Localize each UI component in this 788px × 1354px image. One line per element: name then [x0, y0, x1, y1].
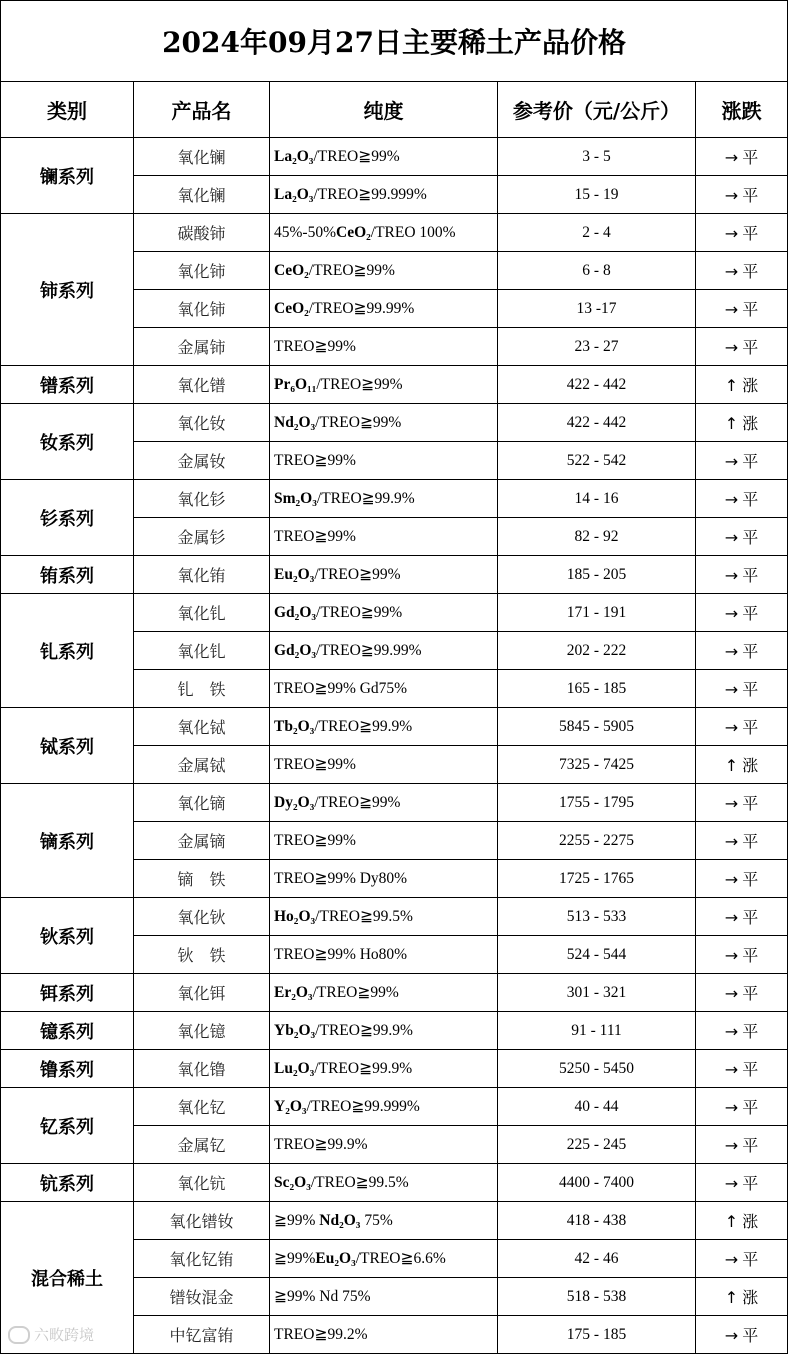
change-cell — [696, 556, 788, 594]
product-cell: 氧化钪 — [134, 1164, 270, 1202]
change-label: 平 — [742, 604, 759, 623]
change-cell — [696, 404, 788, 442]
product-cell: 氧化镨 — [134, 366, 270, 404]
arrow-up-icon: ↑ — [724, 376, 739, 395]
change-label: 涨 — [742, 414, 759, 433]
purity-spec: /TREO≧99.99% — [308, 300, 415, 317]
change-cell — [696, 974, 788, 1012]
product-cell: 金属铈 — [134, 328, 270, 366]
change-cell — [696, 1240, 788, 1278]
product-cell: 氧化铈 — [134, 252, 270, 290]
price-cell: 5845 - 5905 — [498, 708, 696, 746]
change-cell — [696, 176, 788, 214]
arrow-up-icon: ↑ — [724, 1288, 739, 1307]
change-cell — [696, 442, 788, 480]
price-cell: 3 - 5 — [498, 138, 696, 176]
change-label: 平 — [742, 984, 759, 1003]
arrow-up-icon: ↑ — [724, 414, 739, 433]
table-title: 2024年09月27日主要稀土产品价格 — [1, 1, 788, 82]
purity-formula: Nd₂O₃ — [274, 414, 316, 431]
purity-spec: /TREO≧6.6% — [355, 1250, 446, 1267]
product-cell: 金属镝 — [134, 822, 270, 860]
purity-cell — [270, 632, 498, 670]
category-cell: 铈系列 — [1, 214, 134, 366]
change-label: 平 — [742, 718, 759, 737]
product-cell: 氧化镥 — [134, 1050, 270, 1088]
category-cell: 铕系列 — [1, 556, 134, 594]
purity-spec: /TREO≧99.9% — [316, 490, 415, 507]
change-label: 平 — [742, 680, 759, 699]
change-cell — [696, 784, 788, 822]
price-cell: 6 - 8 — [498, 252, 696, 290]
table-row — [1, 898, 788, 936]
change-cell — [696, 328, 788, 366]
purity-cell — [270, 898, 498, 936]
table-row — [1, 1202, 788, 1240]
change-label: 平 — [742, 566, 759, 585]
change-cell — [696, 1202, 788, 1240]
purity-formula: CeO₂ — [274, 300, 309, 317]
purity-formula: Tb₂O₃ — [274, 718, 315, 735]
price-cell: 1755 - 1795 — [498, 784, 696, 822]
change-label: 平 — [742, 832, 759, 851]
table-row — [1, 138, 788, 176]
purity-spec: TREO≧99% — [274, 338, 356, 355]
purity-cell — [270, 480, 498, 518]
header-product: 产品名 — [134, 82, 270, 138]
price-cell: 513 - 533 — [498, 898, 696, 936]
product-cell: 氧化镨钕 — [134, 1202, 270, 1240]
purity-spec: /TREO≧99.9% — [315, 1022, 413, 1039]
header-change: 涨跌 — [696, 82, 788, 138]
price-cell: 14 - 16 — [498, 480, 696, 518]
change-cell — [696, 708, 788, 746]
product-cell: 氧化镧 — [134, 176, 270, 214]
table-row — [1, 1164, 788, 1202]
purity-formula: Gd₂O₃ — [274, 604, 317, 621]
price-cell: 165 - 185 — [498, 670, 696, 708]
purity-cell — [270, 328, 498, 366]
purity-formula: Gd₂O₃ — [274, 642, 317, 659]
table-row — [1, 1088, 788, 1126]
change-cell — [696, 936, 788, 974]
change-label: 涨 — [742, 376, 759, 395]
purity-formula: Sm₂O₃ — [274, 490, 317, 507]
price-cell: 1725 - 1765 — [498, 860, 696, 898]
change-cell — [696, 214, 788, 252]
purity-spec: /TREO≧99.9% — [314, 1060, 413, 1077]
purity-cell — [270, 784, 498, 822]
change-label: 平 — [742, 794, 759, 813]
product-cell: 镨钕混金 — [134, 1278, 270, 1316]
arrow-right-icon: → — [724, 148, 739, 167]
purity-formula: CeO₂ — [336, 223, 371, 241]
purity-prefix: ≧99% — [274, 1212, 320, 1229]
category-cell: 镨系列 — [1, 366, 134, 404]
purity-formula: Eu₂O₃ — [315, 1250, 356, 1267]
product-cell: 氧化钆 — [134, 594, 270, 632]
change-cell — [696, 1126, 788, 1164]
arrow-right-icon: → — [724, 300, 739, 319]
product-cell: 氧化钬 — [134, 898, 270, 936]
purity-cell — [270, 1240, 498, 1278]
product-cell: 氧化铒 — [134, 974, 270, 1012]
change-label: 平 — [742, 490, 759, 509]
change-cell — [696, 480, 788, 518]
product-cell: 碳酸铈 — [134, 214, 270, 252]
product-cell: 氧化镧 — [134, 138, 270, 176]
arrow-right-icon: → — [724, 338, 739, 357]
arrow-right-icon: → — [724, 794, 739, 813]
change-label: 平 — [742, 224, 759, 243]
purity-spec: TREO≧99% — [274, 452, 356, 469]
table-row — [1, 1012, 788, 1050]
arrow-right-icon: → — [724, 1174, 739, 1193]
change-label: 平 — [742, 870, 759, 889]
table-body — [1, 138, 788, 1354]
price-cell: 2255 - 2275 — [498, 822, 696, 860]
price-cell: 40 - 44 — [498, 1088, 696, 1126]
purity-spec: /TREO≧99% — [314, 794, 401, 811]
product-cell: 金属钇 — [134, 1126, 270, 1164]
purity-formula: Y₂O₃ — [274, 1098, 307, 1115]
watermark — [8, 1324, 94, 1345]
price-cell: 225 - 245 — [498, 1126, 696, 1164]
table-row — [1, 366, 788, 404]
arrow-right-icon: → — [724, 1022, 739, 1041]
purity-cell — [270, 214, 498, 252]
table-row — [1, 1050, 788, 1088]
table-row — [1, 708, 788, 746]
change-label: 平 — [742, 946, 759, 965]
purity-spec: /TREO≧99.999% — [313, 186, 427, 203]
purity-prefix: ≧99% — [274, 1250, 316, 1267]
change-cell — [696, 252, 788, 290]
price-cell: 7325 - 7425 — [498, 746, 696, 784]
category-cell: 钆系列 — [1, 594, 134, 708]
purity-formula: Lu₂O₃ — [274, 1060, 315, 1077]
purity-spec: /TREO≧99% — [315, 414, 402, 431]
arrow-right-icon: → — [724, 1326, 739, 1345]
watermark-text: 六畋跨境 — [34, 1326, 95, 1344]
category-cell: 混合稀土 — [1, 1202, 134, 1354]
change-cell — [696, 1012, 788, 1050]
price-cell: 15 - 19 — [498, 176, 696, 214]
purity-formula: CeO₂ — [274, 262, 309, 279]
category-cell: 镱系列 — [1, 1012, 134, 1050]
purity-spec: TREO≧99% Ho80% — [274, 946, 408, 963]
purity-cell — [270, 1278, 498, 1316]
purity-cell — [270, 518, 498, 556]
table-row — [1, 974, 788, 1012]
change-cell — [696, 594, 788, 632]
change-cell — [696, 632, 788, 670]
purity-spec: /TREO≧99.5% — [310, 1174, 409, 1191]
price-cell: 2 - 4 — [498, 214, 696, 252]
purity-cell — [270, 860, 498, 898]
arrow-right-icon: → — [724, 1060, 739, 1079]
arrow-right-icon: → — [724, 262, 739, 281]
purity-prefix: 45%-50% — [274, 223, 336, 241]
purity-spec: /TREO≧99.99% — [316, 642, 422, 659]
change-label: 平 — [742, 262, 759, 281]
category-cell: 镧系列 — [1, 138, 134, 214]
category-cell: 钪系列 — [1, 1164, 134, 1202]
table-row — [1, 214, 788, 252]
header-category: 类别 — [1, 82, 134, 138]
product-cell: 金属钕 — [134, 442, 270, 480]
price-cell: 518 - 538 — [498, 1278, 696, 1316]
price-cell: 4400 - 7400 — [498, 1164, 696, 1202]
purity-spec: /TREO≧99.5% — [315, 908, 413, 925]
arrow-right-icon: → — [724, 680, 739, 699]
change-cell — [696, 746, 788, 784]
change-label: 平 — [742, 1174, 759, 1193]
change-label: 平 — [742, 1098, 759, 1117]
purity-formula: Pr₆O₁₁ — [274, 376, 317, 393]
purity-cell — [270, 1126, 498, 1164]
purity-spec: TREO≧99.2% — [274, 1326, 368, 1343]
watermark-logo-icon — [8, 1326, 30, 1344]
price-cell: 82 - 92 — [498, 518, 696, 556]
category-cell: 钇系列 — [1, 1088, 134, 1164]
arrow-right-icon: → — [724, 642, 739, 661]
purity-cell — [270, 594, 498, 632]
change-cell — [696, 290, 788, 328]
purity-spec: TREO≧99% — [274, 528, 356, 545]
purity-formula: La₂O₃ — [274, 186, 314, 203]
table-row — [1, 784, 788, 822]
purity-formula: Nd₂O₃ — [319, 1212, 361, 1229]
change-cell — [696, 1050, 788, 1088]
purity-cell — [270, 404, 498, 442]
arrow-right-icon: → — [724, 984, 739, 1003]
change-label: 平 — [742, 338, 759, 357]
arrow-right-icon: → — [724, 718, 739, 737]
purity-spec: TREO≧99% Gd75% — [274, 680, 408, 697]
price-cell: 42 - 46 — [498, 1240, 696, 1278]
arrow-right-icon: → — [724, 908, 739, 927]
purity-spec: /TREO≧99.9% — [314, 718, 413, 735]
change-cell — [696, 898, 788, 936]
product-cell: 氧化镝 — [134, 784, 270, 822]
price-cell: 301 - 321 — [498, 974, 696, 1012]
product-cell: 氧化铽 — [134, 708, 270, 746]
change-label: 平 — [742, 528, 759, 547]
product-cell: 氧化铈 — [134, 290, 270, 328]
purity-formula: Yb₂O₃ — [274, 1022, 316, 1039]
table-row — [1, 556, 788, 594]
change-cell — [696, 1278, 788, 1316]
purity-spec: /TREO≧99% — [316, 604, 403, 621]
purity-formula: La₂O₃ — [274, 148, 314, 165]
purity-spec: /TREO≧99% — [308, 262, 395, 279]
arrow-right-icon: → — [724, 528, 739, 547]
arrow-right-icon: → — [724, 832, 739, 851]
purity-cell — [270, 1012, 498, 1050]
purity-cell — [270, 1316, 498, 1354]
purity-cell — [270, 556, 498, 594]
purity-cell — [270, 746, 498, 784]
product-cell: 金属钐 — [134, 518, 270, 556]
product-cell: 金属铽 — [134, 746, 270, 784]
change-cell — [696, 138, 788, 176]
price-cell: 522 - 542 — [498, 442, 696, 480]
price-cell: 23 - 27 — [498, 328, 696, 366]
category-cell: 镥系列 — [1, 1050, 134, 1088]
category-cell: 铽系列 — [1, 708, 134, 784]
purity-cell — [270, 822, 498, 860]
purity-spec: /TREO 100% — [370, 223, 456, 241]
purity-cell — [270, 936, 498, 974]
purity-cell — [270, 290, 498, 328]
change-label: 平 — [742, 300, 759, 319]
change-label: 平 — [742, 642, 759, 661]
product-cell: 氧化钆 — [134, 632, 270, 670]
purity-formula: Ho₂O₃ — [274, 908, 316, 925]
change-cell — [696, 822, 788, 860]
price-cell: 175 - 185 — [498, 1316, 696, 1354]
change-label: 平 — [742, 148, 759, 167]
price-cell: 5250 - 5450 — [498, 1050, 696, 1088]
purity-spec: /TREO≧99% — [312, 984, 399, 1001]
change-label: 平 — [742, 1022, 759, 1041]
change-label: 涨 — [742, 756, 759, 775]
arrow-right-icon: → — [724, 604, 739, 623]
header-price: 参考价（元/公斤） — [498, 82, 696, 138]
price-cell: 422 - 442 — [498, 404, 696, 442]
arrow-up-icon: ↑ — [724, 1212, 739, 1231]
arrow-right-icon: → — [724, 490, 739, 509]
table-row — [1, 404, 788, 442]
price-cell: 202 - 222 — [498, 632, 696, 670]
purity-cell — [270, 708, 498, 746]
change-cell — [696, 1164, 788, 1202]
purity-cell — [270, 252, 498, 290]
purity-spec: /TREO≧99% — [313, 148, 400, 165]
change-label: 涨 — [742, 1288, 759, 1307]
change-label: 平 — [742, 1250, 759, 1269]
purity-cell — [270, 974, 498, 1012]
product-cell: 氧化钕 — [134, 404, 270, 442]
purity-cell — [270, 1050, 498, 1088]
purity-cell — [270, 1202, 498, 1240]
change-label: 平 — [742, 452, 759, 471]
arrow-right-icon: → — [724, 1250, 739, 1269]
purity-spec: TREO≧99% — [274, 832, 356, 849]
purity-formula: Dy₂O₃ — [274, 794, 315, 811]
purity-spec: /TREO≧99% — [316, 376, 403, 393]
change-label: 平 — [742, 186, 759, 205]
change-cell — [696, 860, 788, 898]
arrow-right-icon: → — [724, 452, 739, 471]
purity-formula: Er₂O₃ — [274, 984, 313, 1001]
purity-spec: TREO≧99.9% — [274, 1136, 368, 1153]
arrow-right-icon: → — [724, 566, 739, 585]
purity-formula: Sc₂O₃ — [274, 1174, 311, 1191]
purity-formula: Eu₂O₃ — [274, 566, 315, 583]
purity-spec: TREO≧99% Dy80% — [274, 870, 408, 887]
price-cell: 422 - 442 — [498, 366, 696, 404]
arrow-right-icon: → — [724, 870, 739, 889]
change-cell — [696, 1316, 788, 1354]
purity-spec: /TREO≧99.999% — [306, 1098, 420, 1115]
change-cell — [696, 670, 788, 708]
product-cell: 氧化钇铕 — [134, 1240, 270, 1278]
product-cell: 氧化钇 — [134, 1088, 270, 1126]
purity-cell — [270, 366, 498, 404]
change-cell — [696, 1088, 788, 1126]
purity-cell — [270, 1088, 498, 1126]
change-cell — [696, 518, 788, 556]
product-cell: 氧化镱 — [134, 1012, 270, 1050]
category-cell: 钕系列 — [1, 404, 134, 480]
arrow-right-icon: → — [724, 186, 739, 205]
category-cell: 镝系列 — [1, 784, 134, 898]
change-label: 平 — [742, 908, 759, 927]
price-cell: 91 - 111 — [498, 1012, 696, 1050]
price-cell: 418 - 438 — [498, 1202, 696, 1240]
arrow-right-icon: → — [724, 946, 739, 965]
product-cell: 氧化钐 — [134, 480, 270, 518]
price-cell: 185 - 205 — [498, 556, 696, 594]
change-label: 涨 — [742, 1212, 759, 1231]
header-purity: 纯度 — [270, 82, 498, 138]
purity-cell — [270, 138, 498, 176]
arrow-right-icon: → — [724, 1136, 739, 1155]
category-cell: 铒系列 — [1, 974, 134, 1012]
price-cell: 13 -17 — [498, 290, 696, 328]
product-cell: 氧化铕 — [134, 556, 270, 594]
arrow-right-icon: → — [724, 1098, 739, 1117]
product-cell: 中钇富铕 — [134, 1316, 270, 1354]
change-label: 平 — [742, 1060, 759, 1079]
product-cell: 镝 铁 — [134, 860, 270, 898]
change-cell — [696, 366, 788, 404]
change-label: 平 — [742, 1326, 759, 1345]
purity-spec: TREO≧99% — [274, 756, 356, 773]
purity-spec: /TREO≧99% — [314, 566, 401, 583]
category-cell: 钬系列 — [1, 898, 134, 974]
purity-cell — [270, 670, 498, 708]
purity-spec: 75% — [360, 1212, 393, 1229]
table-row — [1, 594, 788, 632]
arrow-right-icon: → — [724, 224, 739, 243]
arrow-up-icon: ↑ — [724, 756, 739, 775]
price-cell: 171 - 191 — [498, 594, 696, 632]
purity-cell — [270, 176, 498, 214]
purity-spec: ≧99% Nd 75% — [274, 1288, 371, 1305]
change-label: 平 — [742, 1136, 759, 1155]
purity-cell — [270, 442, 498, 480]
product-cell: 钆 铁 — [134, 670, 270, 708]
table-row — [1, 480, 788, 518]
purity-cell — [270, 1164, 498, 1202]
price-cell: 524 - 544 — [498, 936, 696, 974]
product-cell: 钬 铁 — [134, 936, 270, 974]
category-cell: 钐系列 — [1, 480, 134, 556]
